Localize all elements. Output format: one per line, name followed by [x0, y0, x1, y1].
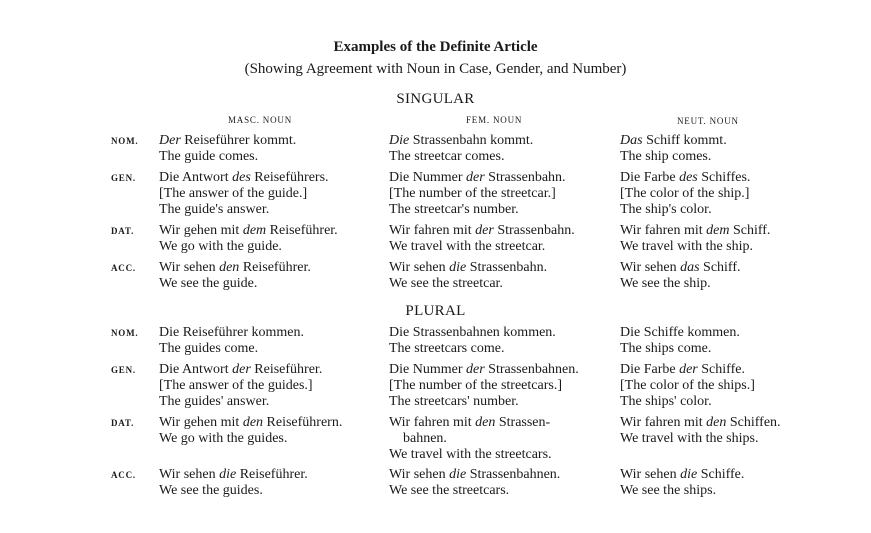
example-line: Die Antwort der Reiseführer. — [159, 362, 323, 377]
example-line: Die Strassenbahn kommt. — [389, 133, 534, 148]
column-header-masc: MASC. NOUN — [228, 115, 293, 125]
example-line: The ship comes. — [620, 149, 712, 164]
example-line: The guide comes. — [159, 149, 259, 164]
example-line: Wir sehen das Schiff. — [620, 260, 741, 275]
example-line: The streetcars come. — [389, 341, 505, 356]
example-line: The ships' color. — [620, 394, 712, 409]
example-line: The streetcar's number. — [389, 202, 519, 217]
example-line: The streetcars' number. — [389, 394, 519, 409]
article-emphasis: der — [232, 362, 251, 377]
plural-case-label: NOM. — [111, 328, 139, 338]
example-line: Wir sehen die Schiffe. — [620, 467, 745, 482]
singular-case-label: ACC. — [111, 263, 136, 273]
singular-fem-cell — [389, 223, 575, 255]
example-line: [The number of the streetcars.] — [389, 378, 562, 393]
example-line: Die Farbe der Schiffe. — [620, 362, 745, 377]
article-emphasis: der — [465, 362, 485, 377]
singular-neut-cell — [620, 223, 770, 255]
singular-masc-cell — [159, 223, 338, 255]
singular-case-label: GEN. — [111, 173, 136, 183]
plural-case-label: DAT. — [111, 418, 135, 428]
article-emphasis: der — [465, 170, 485, 185]
plural-case-label: GEN. — [111, 365, 136, 375]
article-emphasis: Die — [389, 133, 410, 148]
singular-neut-cell — [620, 260, 741, 292]
example-line: Wir fahren mit der Strassenbahn. — [389, 223, 575, 238]
article-emphasis: die — [449, 467, 467, 482]
example-line: The ships come. — [620, 341, 712, 356]
example-line: Die Nummer der Strassenbahn. — [389, 170, 566, 185]
example-line: We go with the guides. — [159, 431, 288, 446]
example-line: The guides' answer. — [159, 394, 270, 409]
article-emphasis: die — [219, 467, 237, 482]
plural-masc-cell — [159, 362, 322, 410]
example-line: Wir fahren mit dem Schiff. — [620, 223, 771, 238]
plural-neut-cell — [620, 467, 744, 499]
example-line: [The number of the streetcar.] — [389, 186, 556, 201]
article-emphasis: den — [242, 415, 264, 430]
article-emphasis: des — [679, 170, 698, 185]
plural-fem-cell — [389, 362, 579, 410]
singular-fem-cell — [389, 260, 547, 292]
example-line: We travel with the streetcars. — [389, 447, 552, 462]
example-line: We go with the guide. — [159, 239, 282, 254]
singular-neut-cell — [620, 133, 727, 165]
singular-case-label: NOM. — [111, 136, 139, 146]
article-emphasis: dem — [242, 223, 267, 238]
plural-fem-cell — [389, 325, 556, 357]
example-line: We travel with the ship. — [620, 239, 754, 254]
article-emphasis: den — [219, 260, 240, 275]
article-emphasis: der — [679, 362, 698, 377]
example-line: We see the guides. — [159, 483, 263, 498]
column-header-fem: FEM. NOUN — [466, 115, 523, 125]
plural-neut-cell — [620, 325, 740, 357]
example-line: [The color of the ship.] — [620, 186, 750, 201]
plural-neut-cell — [620, 362, 755, 410]
example-line: Die Schiffe kommen. — [620, 325, 740, 340]
plural-masc-cell — [159, 325, 304, 357]
page-subtitle: (Showing Agreement with Noun in Case, Gender, and Number) — [244, 61, 627, 77]
article-emphasis: die — [680, 467, 698, 482]
example-line: Die Strassenbahnen kommen. — [389, 325, 556, 340]
example-line: bahnen. — [403, 431, 447, 446]
example-line: Wir fahren mit den Strassen- — [389, 415, 551, 430]
example-line: Wir sehen die Strassenbahnen. — [389, 467, 561, 482]
example-line: We see the ships. — [620, 483, 717, 498]
example-line: We see the guide. — [159, 276, 258, 291]
example-line: We see the ship. — [620, 276, 711, 291]
example-line: Die Nummer der Strassenbahnen. — [389, 362, 579, 377]
article-emphasis: Das — [620, 133, 643, 148]
example-line: Wir gehen mit dem Reiseführer. — [159, 223, 338, 238]
singular-fem-cell — [389, 170, 566, 218]
article-emphasis: des — [232, 170, 251, 185]
plural-case-label: ACC. — [111, 470, 136, 480]
example-line: The streetcar comes. — [389, 149, 505, 164]
example-line: Wir sehen die Reiseführer. — [159, 467, 308, 482]
page-title: Examples of the Definite Article — [333, 39, 538, 55]
plural-masc-cell — [159, 415, 342, 447]
article-emphasis: Der — [159, 133, 181, 148]
example-line: The guides come. — [159, 341, 259, 356]
plural-fem-cell — [389, 467, 560, 499]
example-line: Die Farbe des Schiffes. — [620, 170, 751, 185]
article-emphasis: der — [475, 223, 494, 238]
singular-masc-cell — [159, 133, 296, 165]
example-line: Das Schiff kommt. — [620, 133, 727, 148]
example-line: We travel with the ships. — [620, 431, 759, 446]
plural-fem-cell — [389, 415, 552, 463]
example-line: [The color of the ships.] — [620, 378, 755, 393]
example-line: Die Reiseführer kommen. — [159, 325, 305, 340]
example-line: The guide's answer. — [159, 202, 270, 217]
singular-case-label: DAT. — [111, 226, 135, 236]
column-header-neut: NEUT. NOUN — [677, 116, 739, 126]
singular-neut-cell — [620, 170, 750, 218]
article-emphasis: dem — [706, 223, 730, 238]
article-emphasis: den — [475, 415, 496, 430]
article-emphasis: das — [680, 260, 700, 275]
example-line: Wir fahren mit den Schiffen. — [620, 415, 781, 430]
example-line: We travel with the streetcar. — [389, 239, 546, 254]
singular-masc-cell — [159, 260, 311, 292]
example-line: Wir sehen den Reiseführer. — [159, 260, 311, 275]
example-line: The ship's color. — [620, 202, 712, 217]
singular-fem-cell — [389, 133, 533, 165]
section-heading-singular: SINGULAR — [396, 91, 475, 107]
example-line: Die Antwort des Reiseführers. — [159, 170, 329, 185]
article-emphasis: die — [449, 260, 467, 275]
article-emphasis: den — [706, 415, 727, 430]
example-line: Wir sehen die Strassenbahn. — [389, 260, 548, 275]
example-line: Der Reiseführer kommt. — [159, 133, 297, 148]
section-heading-plural: PLURAL — [405, 303, 466, 319]
example-line: [The answer of the guide.] — [159, 186, 308, 201]
plural-neut-cell — [620, 415, 781, 447]
example-line: We see the streetcars. — [389, 483, 510, 498]
plural-masc-cell — [159, 467, 308, 499]
example-line: Wir gehen mit den Reiseführern. — [159, 415, 343, 430]
singular-masc-cell — [159, 170, 329, 218]
example-line: We see the streetcar. — [389, 276, 503, 291]
example-line: [The answer of the guides.] — [159, 378, 313, 393]
